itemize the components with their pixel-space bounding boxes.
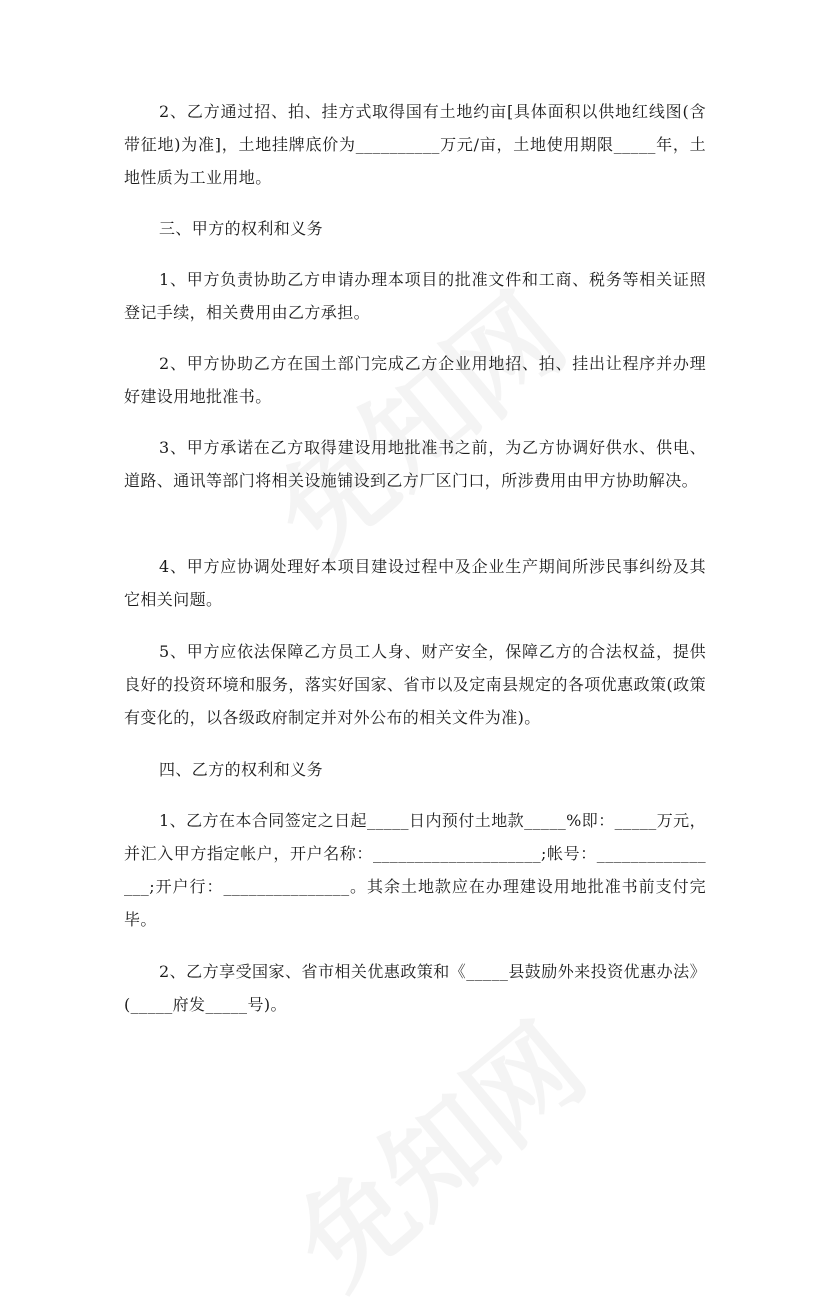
party-b-clause-1: 1、乙方在本合同签定之日起_____日内预付土地款_____%即：_____万元，并汇入甲方指定帐户，开户名称：____________________;帐号：________________;开户行：_______________。其余土地款应在办理建设用地批准书前支付完毕。 (124, 811, 706, 929)
party-a-clause-1: 1、甲方负责协助乙方申请办理本项目的批准文件和工商、税务等相关证照登记手续，相关费用由乙方承担。 (124, 270, 706, 322)
watermark (258, 982, 612, 1315)
party-a-clause-3: 3、甲方承诺在乙方取得建设用地批准书之前，为乙方协调好供水、供电、道路、通讯等部门将相关设施铺设到乙方厂区门口，所涉费用由甲方协助解决。 (124, 438, 706, 490)
section-heading-party-a: 三、甲方的权利和义务 (159, 219, 324, 238)
party-b-clause-2: 2、乙方享受国家、省市相关优惠政策和《_____县鼓励外来投资优惠办法》(_____府发_____号)。 (124, 962, 706, 1014)
party-a-clause-5: 5、甲方应依法保障乙方员工人身、财产安全，保障乙方的合法权益，提供良好的投资环境和服务，落实好国家、省市以及定南县规定的各项优惠政策(政策有变化的，以各级政府制定并对外公布的相关文件为准)。 (124, 642, 706, 727)
section-heading-party-b: 四、乙方的权利和义务 (159, 760, 324, 779)
party-a-clause-4: 4、甲方应协调处理好本项目建设过程中及企业生产期间所涉民事纠纷及其它相关问题。 (124, 557, 706, 609)
party-a-clause-2: 2、甲方协助乙方在国土部门完成乙方企业用地招、拍、挂出让程序并办理好建设用地批准书。 (124, 354, 706, 406)
clause-2-land-acquisition: 2、乙方通过招、拍、挂方式取得国有土地约亩[具体面积以供地红线图(含带征地)为准]，土地挂牌底价为__________万元/亩，土地使用期限_____年，土地性质为工业用地。 (124, 102, 706, 187)
